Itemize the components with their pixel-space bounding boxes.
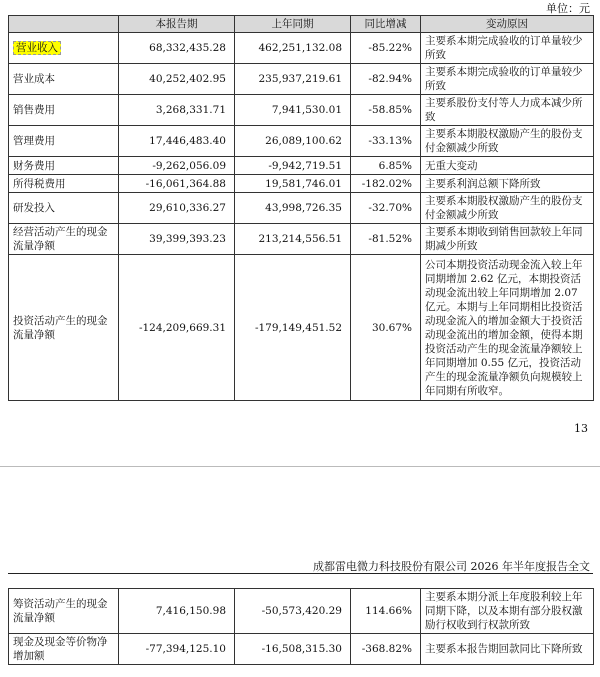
table-row	[9, 175, 594, 193]
row-current: 29,610,336.27	[119, 193, 235, 224]
row-current: 39,399,393.23	[119, 224, 235, 255]
row-item: 管理费用	[9, 126, 119, 157]
row-item: 投资活动产生的现金流量净额	[9, 255, 119, 401]
header-prior: 上年同期	[235, 16, 351, 33]
table-row	[9, 126, 594, 157]
row-item: 研发投入	[9, 193, 119, 224]
table-row	[9, 64, 594, 95]
row-reason: 公司本期投资活动现金流入较上年同期增加 2.62 亿元，本期投资活动现金流出较上年同期增加 2.07 亿元。本期与上年同期相比投资活动现金流入的增加金额大于投资活动现金流出的增加金额，使得本期投资活动产生的现金流量净额较上年同期增加 0.55 亿元，投资活动产生的现金流量净额负向规模较上年同期有所收窄。	[421, 255, 594, 401]
row-current: 40,252,402.95	[119, 64, 235, 95]
row-item: 所得税费用	[9, 175, 119, 193]
unit-label: 单位：元	[546, 2, 590, 15]
header-change: 同比增减	[351, 16, 421, 33]
row-change: -32.70%	[351, 193, 421, 224]
table-header-row	[9, 16, 594, 33]
row-reason: 主要系本期股权激励产生的股份支付金额减少所致	[421, 126, 594, 157]
row-current: 17,446,483.40	[119, 126, 235, 157]
table-row	[9, 33, 594, 64]
row-change: 6.85%	[351, 157, 421, 175]
page-number: 13	[574, 422, 588, 435]
row-prior: -179,149,451.52	[235, 255, 351, 401]
running-header: 成都雷电微力科技股份有限公司 2026 年半年度报告全文	[313, 560, 590, 573]
row-change: -368.82%	[351, 634, 421, 665]
row-reason: 主要系本期分派上年度股利较上年同期下降，以及本期有部分股权激励行权收到行权款所致	[421, 589, 594, 634]
row-change: -85.22%	[351, 33, 421, 64]
row-current: 3,268,331.71	[119, 95, 235, 126]
row-current: 68,332,435.28	[119, 33, 235, 64]
row-prior: 7,941,530.01	[235, 95, 351, 126]
row-reason: 主要系本报告期回款同比下降所致	[421, 634, 594, 665]
row-item: 营业成本	[9, 64, 119, 95]
row-reason: 主要系本期完成验收的订单量较少所致	[421, 33, 594, 64]
table-row	[9, 255, 594, 401]
row-change: -81.52%	[351, 224, 421, 255]
financial-change-table-continued	[8, 588, 594, 665]
row-current: 7,416,150.98	[119, 589, 235, 634]
row-change: -82.94%	[351, 64, 421, 95]
row-reason: 主要系本期收到销售回款较上年同期减少所致	[421, 224, 594, 255]
row-reason: 主要系利润总额下降所致	[421, 175, 594, 193]
table-row	[9, 157, 594, 175]
row-current: -9,262,056.09	[119, 157, 235, 175]
table-row	[9, 193, 594, 224]
row-prior: 43,998,726.35	[235, 193, 351, 224]
row-current: -77,394,125.10	[119, 634, 235, 665]
header-reason: 变动原因	[421, 16, 594, 33]
row-item: 财务费用	[9, 157, 119, 175]
row-reason: 主要系股份支付等人力成本减少所致	[421, 95, 594, 126]
header-current: 本报告期	[119, 16, 235, 33]
table-row	[9, 634, 594, 665]
row-prior: 19,581,746.01	[235, 175, 351, 193]
row-prior: 213,214,556.51	[235, 224, 351, 255]
row-reason: 主要系本期股权激励产生的股份支付金额减少所致	[421, 193, 594, 224]
table-row	[9, 95, 594, 126]
row-prior: 462,251,132.08	[235, 33, 351, 64]
row-prior: -50,573,420.29	[235, 589, 351, 634]
financial-change-table	[8, 15, 594, 401]
row-item: 销售费用	[9, 95, 119, 126]
row-current: -16,061,364.88	[119, 175, 235, 193]
row-item: 现金及现金等价物净增加额	[9, 634, 119, 665]
row-item: 经营活动产生的现金流量净额	[9, 224, 119, 255]
row-change: 30.67%	[351, 255, 421, 401]
row-change: -182.02%	[351, 175, 421, 193]
table-row	[9, 224, 594, 255]
row-item: 筹资活动产生的现金流量净额	[9, 589, 119, 634]
row-current: -124,209,669.31	[119, 255, 235, 401]
header-rule	[8, 573, 593, 574]
row-change: -58.85%	[351, 95, 421, 126]
row-prior: 235,937,219.61	[235, 64, 351, 95]
row-prior: -16,508,315.30	[235, 634, 351, 665]
header-item	[9, 16, 119, 33]
row-prior: -9,942,719.51	[235, 157, 351, 175]
row-reason: 主要系本期完成验收的订单量较少所致	[421, 64, 594, 95]
row-item-highlighted: 营业收入	[13, 41, 61, 55]
table-row	[9, 589, 594, 634]
row-change: 114.66%	[351, 589, 421, 634]
row-reason: 无重大变动	[421, 157, 594, 175]
page-separator	[0, 466, 600, 467]
row-prior: 26,089,100.62	[235, 126, 351, 157]
row-change: -33.13%	[351, 126, 421, 157]
